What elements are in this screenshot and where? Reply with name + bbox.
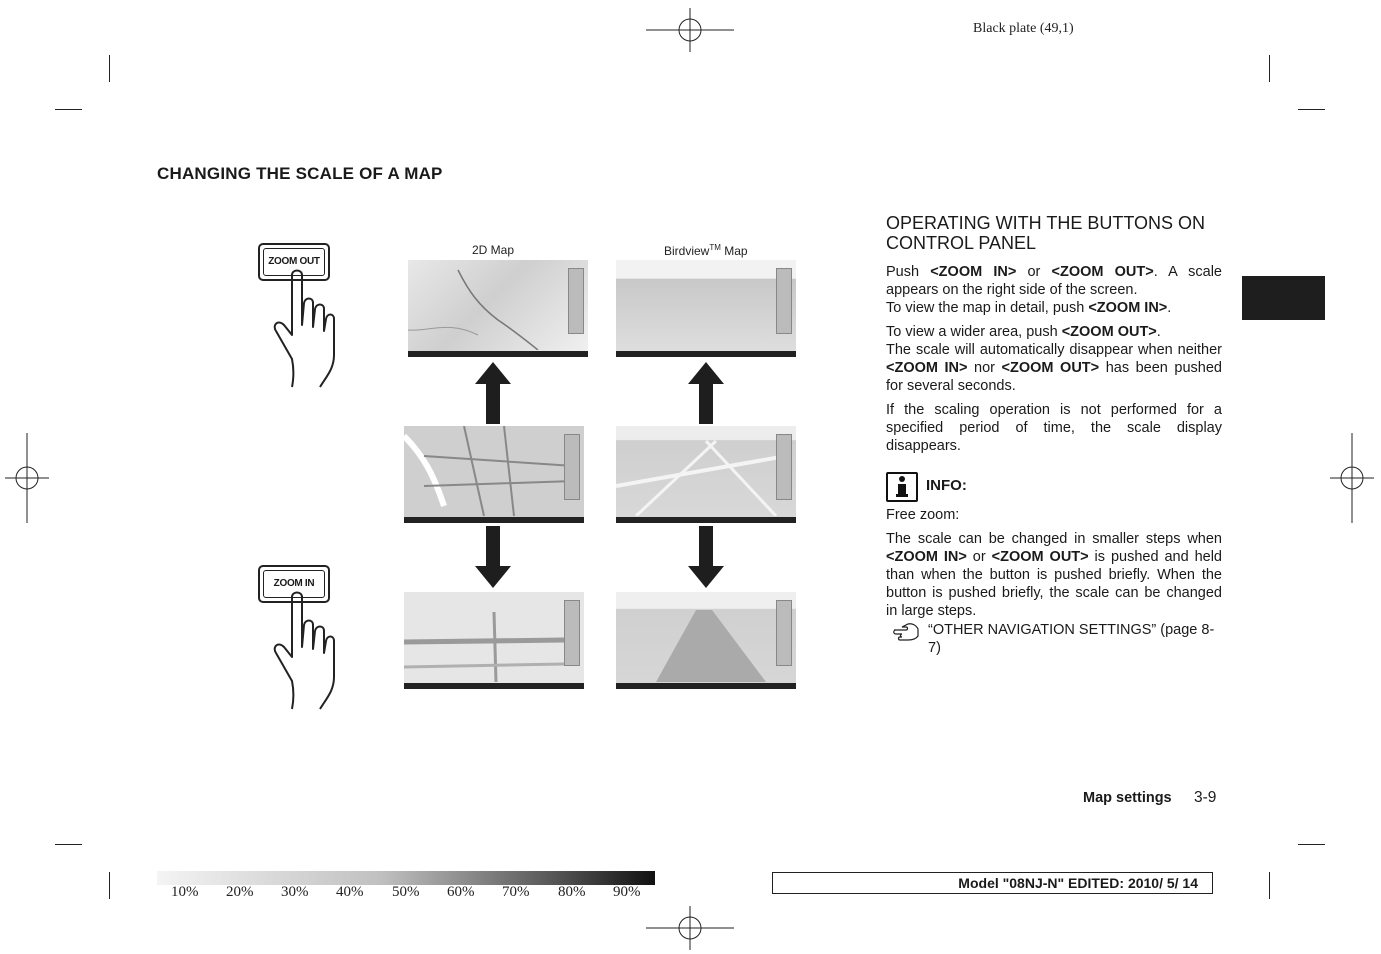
double-arrow-icon [475, 362, 511, 588]
paragraph: If the scaling operation is not performed for a specified period of time, the scale display disappears. [886, 402, 1222, 454]
cross-reference-link[interactable]: “OTHER NAVIGATION SETTINGS” (page 8-7) [928, 622, 1215, 656]
subsection-heading: OPERATING WITH THE BUTTONS ON CONTROL PANEL [886, 213, 1206, 253]
tint-label: 10% [171, 884, 199, 900]
map-2d-wide [408, 260, 588, 357]
registration-mark-top [646, 8, 734, 52]
registration-mark-left [5, 433, 49, 523]
paragraph: To view a wider area, push <ZOOM OUT>. [886, 324, 1161, 340]
crop-mark [1298, 109, 1325, 110]
text-block-5 [886, 530, 1222, 620]
registration-mark-right [1330, 433, 1374, 523]
tint-label: 80% [558, 884, 586, 900]
map-2d-detail [404, 592, 584, 689]
paragraph: The scale can be changed in smaller steps when <ZOOM IN> or <ZOOM OUT> is pushed and held than when the button is pushed briefly. When the button is pushed briefly, the scale can be changed in large steps. [886, 531, 1222, 619]
model-date: 2010/ 5/ 14 [1127, 875, 1198, 891]
crop-mark [109, 872, 110, 899]
text-block-4 [886, 506, 1222, 524]
tint-label: 60% [447, 884, 475, 900]
zoom-out-label: ZOOM OUT [268, 256, 320, 267]
crop-mark [1269, 55, 1270, 82]
paragraph: The scale will automatically disappear when neither <ZOOM IN> nor <ZOOM OUT> has been pushed for several seconds. [886, 342, 1222, 394]
map-bird-title: Birdview™ Map [664, 243, 748, 258]
model-mid: " EDITED: [1057, 875, 1128, 891]
paragraph: Push <ZOOM IN> or <ZOOM OUT>. A scale appears on the right side of the screen. [886, 264, 1222, 298]
model-prefix: Model " [958, 875, 1010, 891]
text-block-2 [886, 323, 1222, 395]
double-arrow-icon [688, 362, 724, 588]
hand-icon [270, 269, 340, 389]
info-icon [886, 472, 918, 502]
model-edition-box [772, 872, 1213, 894]
text-block-1 [886, 263, 1222, 317]
crop-mark [1298, 844, 1325, 845]
paragraph: To view the map in detail, push <ZOOM IN>. [886, 300, 1172, 316]
crop-mark [55, 109, 82, 110]
chapter-tab [1242, 276, 1325, 320]
plate-label: Black plate (49,1) [973, 21, 1074, 36]
info-label: INFO: [926, 477, 967, 494]
paragraph: Free zoom: [886, 507, 960, 523]
tint-label: 30% [281, 884, 309, 900]
zoom-in-illustration [240, 557, 350, 717]
tint-label: 20% [226, 884, 254, 900]
footer-section-name: Map settings [1083, 790, 1172, 806]
tint-scale-labels [157, 884, 655, 904]
crop-mark [55, 844, 82, 845]
pointing-hand-icon [892, 622, 920, 642]
text-block-3 [886, 401, 1222, 455]
map-bird-wide [616, 260, 796, 357]
section-title: CHANGING THE SCALE OF A MAP [157, 164, 443, 183]
map-bird-detail [616, 592, 796, 689]
tint-label: 50% [392, 884, 420, 900]
tint-label: 90% [613, 884, 641, 900]
tint-scale-bar [157, 871, 655, 885]
crop-mark [109, 55, 110, 82]
hand-icon [270, 591, 340, 711]
crop-mark [1269, 872, 1270, 899]
zoom-out-illustration [240, 235, 350, 395]
registration-mark-bottom [646, 906, 734, 950]
page-number: 3-9 [1194, 789, 1217, 806]
model-code: 08NJ-N [1009, 875, 1058, 891]
tint-label: 70% [502, 884, 530, 900]
tint-label: 40% [336, 884, 364, 900]
zoom-in-label: ZOOM IN [273, 578, 315, 589]
map-2d-title: 2D Map [472, 243, 515, 257]
